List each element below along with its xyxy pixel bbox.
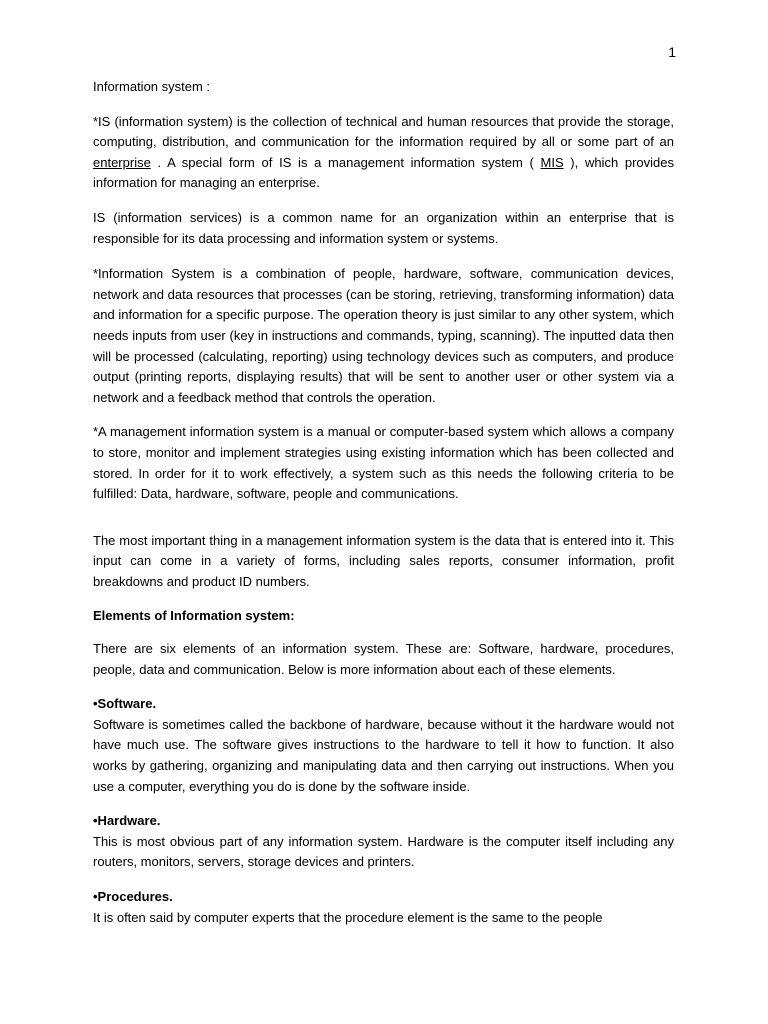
paragraph-text: ), which provides information for managing an enterprise. bbox=[93, 154, 675, 191]
enterprise-link[interactable]: enterprise bbox=[93, 154, 151, 170]
hardware-heading: •Hardware. bbox=[93, 813, 161, 829]
hardware-text: This is most obvious part of any information system. Hardware is the computer itself including any routers, monitors, servers, storage devices and printers. bbox=[93, 833, 674, 870]
software-heading: •Software. bbox=[93, 696, 157, 712]
document-title: Information system : bbox=[93, 79, 211, 94]
paragraph-is-combination: *Information System is a combination of people, hardware, software, communication devices, network and data resources that processes (can be storing, retrieving, transforming information) data and information for a specific purpose. The operation theory is just similar to any other system, which needs inputs from user (key in instructions and commands, typing, scanning). The inputted data then will be processed (calculating, reporting) using technology devices such as computers, and produce output (printing reports, displaying results) that will be sent to another user or other system via a network and a feedback method that controls the operation. bbox=[93, 266, 674, 405]
paragraph-mis-data: The most important thing in a management information system is the data that is entered into it. This input can come in a variety of forms, including sales reports, consumer information, profit breakdowns and product ID numbers. bbox=[93, 532, 674, 589]
paragraph-text: *IS (information system) is the collection of technical and human resources that provide the storage, computing, distribution, and communication for the information required by all or some part of an bbox=[93, 113, 674, 150]
elements-heading: Elements of Information system: bbox=[93, 608, 295, 624]
paragraph-six-elements: There are six elements of an information system. These are: Software, hardware, procedures, people, data and communication. Below is more information about each of these elements. bbox=[93, 641, 674, 677]
document-body bbox=[93, 77, 674, 942]
mis-link[interactable]: MIS bbox=[540, 154, 564, 170]
software-section bbox=[93, 694, 674, 797]
paragraph-text: . A special form of IS is a management information system ( bbox=[150, 154, 541, 170]
procedures-section bbox=[93, 887, 674, 928]
paragraph-mis-definition: *A management information system is a manual or computer-based system which allows a company to store, monitor and implement strategies using existing information which has been collected and stored. In order for it to work effectively, a system such as this needs the following criteria to be fulfilled: Data, hardware, software, people and communications. bbox=[93, 424, 674, 502]
paragraph-is-definition bbox=[93, 112, 674, 194]
hardware-section bbox=[93, 811, 674, 873]
procedures-text: It is often said by computer experts that the procedure element is the same to the people bbox=[93, 909, 603, 925]
procedures-heading: •Procedures. bbox=[93, 889, 173, 904]
page-number: 1 bbox=[668, 44, 676, 60]
paragraph-is-services: IS (information services) is a common name for an organization within an enterprise that is responsible for its data processing and information system or systems. bbox=[93, 209, 674, 246]
software-text: Software is sometimes called the backbone of hardware, because without it the hardware would not have much use. The software gives instructions to the hardware to tell it how to function. It also works by gathering, organizing and manipulating data and then carrying out instructions. When you use a computer, everything you do is done by the software inside. bbox=[93, 716, 674, 794]
